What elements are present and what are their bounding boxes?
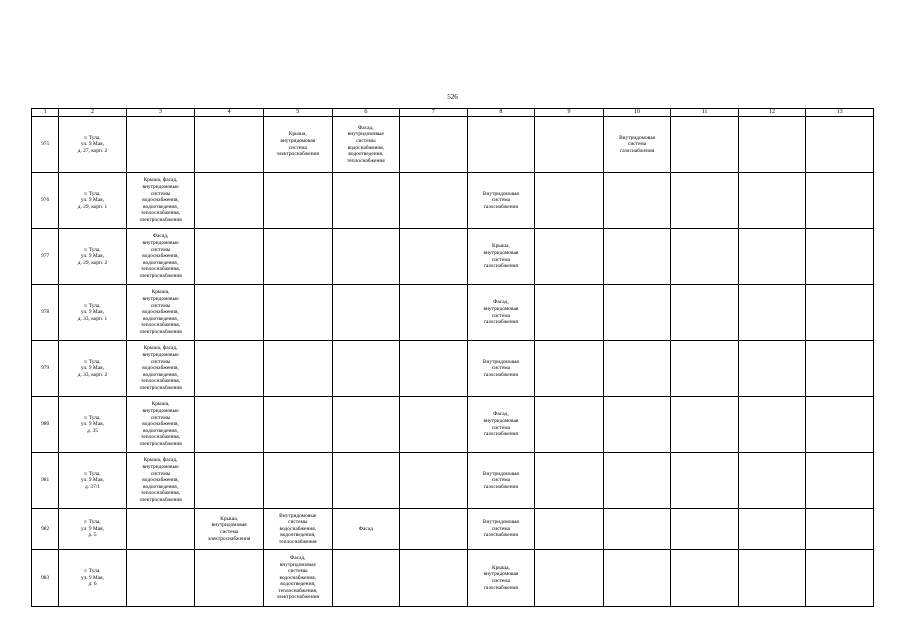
- work-cell-col-5: [263, 173, 332, 229]
- work-cell-col-8: [467, 550, 535, 607]
- work-cell-col-10: [603, 117, 671, 173]
- column-header-3: 3: [126, 109, 195, 117]
- work-cell-col-7: [400, 285, 468, 341]
- work-cell-col-9: [535, 341, 604, 397]
- cell-text: Внутридомовая система газоснабжения: [482, 519, 519, 539]
- work-cell-col-10: [603, 285, 671, 341]
- page-number: 526: [447, 93, 458, 101]
- cell-text: Фасад, внутридомовая система газоснабжения: [483, 299, 519, 326]
- row-number-cell: [32, 453, 59, 509]
- work-cell-col-6: [332, 453, 400, 509]
- cell-text: г. Тула, ул. 9 Мая, д. 27, корп. 2: [77, 134, 108, 154]
- table-header: [32, 109, 874, 117]
- work-cell-col-7: [400, 173, 468, 229]
- cell-text: Крыша, внутридомовые системы водоснабжения, водоотведения, теплоснабжения, электроснабжения: [139, 289, 182, 335]
- cell-text: г. Тула, ул. 9 Мая, д. 5: [81, 519, 104, 539]
- cell-text: Фасад, внутридомовые системы водоснабжения, водоотведения, теплоснабжения: [346, 124, 385, 164]
- work-cell-col-7: [400, 229, 468, 285]
- row-number-cell: [32, 397, 59, 453]
- work-cell-col-3: [126, 341, 195, 397]
- work-cell-col-5: [263, 285, 332, 341]
- address-cell: [59, 173, 127, 229]
- work-cell-col-12: [738, 509, 806, 550]
- work-cell-col-13: [806, 453, 874, 509]
- work-cell-col-4: [195, 397, 264, 453]
- work-cell-col-3: [126, 509, 195, 550]
- work-cell-col-4: [195, 341, 264, 397]
- cell-text: Крыша, фасад, внутридомовые системы водоснабжения, водоотведения, теплоснабжения, электроснабжения: [139, 457, 182, 503]
- table-row: [32, 453, 874, 509]
- column-header-9: 9: [535, 109, 604, 117]
- work-cell-col-3: [126, 550, 195, 607]
- cell-text: Внутридомовая система газоснабжения: [482, 358, 519, 378]
- work-cell-col-13: [806, 341, 874, 397]
- work-cell-col-4: [195, 550, 264, 607]
- work-cell-col-6: [332, 550, 400, 607]
- work-cell-col-13: [806, 117, 874, 173]
- work-cell-col-5: [263, 550, 332, 607]
- work-cell-col-3: [126, 229, 195, 285]
- work-cell-col-8: [467, 173, 535, 229]
- work-cell-col-12: [738, 229, 806, 285]
- work-cell-col-4: [195, 229, 264, 285]
- work-cell-col-7: [400, 397, 468, 453]
- work-cell-col-3: [126, 453, 195, 509]
- work-cell-col-9: [535, 173, 604, 229]
- column-header-2: 2: [59, 109, 127, 117]
- work-cell-col-9: [535, 285, 604, 341]
- cell-text: Крыша, внутридомовая система электроснабжения: [276, 131, 319, 158]
- work-cell-col-13: [806, 509, 874, 550]
- work-cell-col-9: [535, 117, 604, 173]
- row-number-cell: [32, 285, 59, 341]
- column-header-7: 7: [400, 109, 468, 117]
- work-cell-col-5: [263, 341, 332, 397]
- work-cell-col-9: [535, 229, 604, 285]
- work-cell-col-12: [738, 285, 806, 341]
- work-cell-col-8: [467, 285, 535, 341]
- work-cell-col-3: [126, 397, 195, 453]
- work-cell-col-3: [126, 117, 195, 173]
- cell-text: 978: [41, 309, 50, 316]
- cell-text: 982: [41, 525, 50, 532]
- table-row: [32, 173, 874, 229]
- cell-text: 979: [41, 365, 50, 372]
- column-header-4: 4: [195, 109, 264, 117]
- work-cell-col-13: [806, 397, 874, 453]
- work-cell-col-11: [671, 550, 739, 607]
- work-cell-col-6: [332, 229, 400, 285]
- table-row: [32, 397, 874, 453]
- work-cell-col-8: [467, 509, 535, 550]
- work-cell-col-13: [806, 229, 874, 285]
- work-cell-col-8: [467, 453, 535, 509]
- column-header-10: 10: [603, 109, 671, 117]
- work-cell-col-11: [671, 341, 739, 397]
- work-cell-col-13: [806, 550, 874, 607]
- column-header-5: 5: [263, 109, 332, 117]
- address-cell: [59, 341, 127, 397]
- cell-text: г. Тула, ул. 9 Мая, д. 35: [81, 414, 104, 434]
- cell-text: Крыша, фасад, внутридомовые системы водоснабжения, водоотведения, теплоснабжения, электроснабжения: [139, 345, 182, 391]
- work-cell-col-12: [738, 397, 806, 453]
- address-cell: [59, 229, 127, 285]
- work-cell-col-13: [806, 173, 874, 229]
- column-header-13: 13: [806, 109, 874, 117]
- work-cell-col-4: [195, 285, 264, 341]
- work-cell-col-3: [126, 285, 195, 341]
- cell-text: Крыша, внутридомовые системы водоснабжения, водоотведения, теплоснабжения, электроснабжения: [139, 401, 182, 447]
- cell-text: 980: [41, 421, 50, 428]
- cell-text: Внутридомовые системы водоснабжения, водоотведения, теплоснабжения: [278, 512, 317, 545]
- row-number-cell: [32, 173, 59, 229]
- cell-text: 975: [41, 141, 50, 148]
- work-cell-col-11: [671, 229, 739, 285]
- work-cell-col-9: [535, 397, 604, 453]
- work-cell-col-5: [263, 397, 332, 453]
- cell-text: 976: [41, 197, 50, 204]
- work-cell-col-5: [263, 453, 332, 509]
- work-cell-col-9: [535, 550, 604, 607]
- cell-text: Крыша, фасад, внутридомовые системы водоснабжения, водоотведения, теплоснабжения, электроснабжения: [139, 177, 182, 223]
- work-cell-col-3: [126, 173, 195, 229]
- work-cell-col-8: [467, 117, 535, 173]
- work-cell-col-4: [195, 453, 264, 509]
- cell-text: г. Тула, ул. 9 Мая, д. 33, корп. 2: [77, 358, 108, 378]
- cell-text: 983: [41, 574, 50, 581]
- work-cell-col-6: [332, 117, 400, 173]
- row-number-cell: [32, 341, 59, 397]
- cell-text: г. Тула, ул. 9 Мая, д. 37/1: [81, 470, 104, 490]
- schedule-table: [31, 108, 874, 607]
- column-header-11: 11: [671, 109, 739, 117]
- work-cell-col-10: [603, 453, 671, 509]
- work-cell-col-9: [535, 509, 604, 550]
- cell-text: Внутридомовая система газоснабжения: [619, 134, 656, 154]
- address-cell: [59, 285, 127, 341]
- work-cell-col-13: [806, 285, 874, 341]
- work-cell-col-4: [195, 509, 264, 550]
- work-cell-col-10: [603, 341, 671, 397]
- work-cell-col-9: [535, 453, 604, 509]
- address-cell: [59, 117, 127, 173]
- table-row: [32, 117, 874, 173]
- cell-text: 981: [41, 477, 50, 484]
- work-cell-col-10: [603, 509, 671, 550]
- cell-text: Фасад, внутридомовые системы водоснабжения, водоотведения, теплоснабжения, электроснабжения: [276, 554, 319, 601]
- cell-text: Фасад: [358, 525, 373, 532]
- cell-text: Крыша, внутридомовая система электроснабжения: [207, 515, 251, 542]
- column-header-8: 8: [467, 109, 535, 117]
- address-cell: [59, 397, 127, 453]
- cell-text: Фасад, внутридомовые системы водоснабжения, водоотведения, теплоснабжения, электроснабжения: [139, 233, 182, 279]
- work-cell-col-11: [671, 285, 739, 341]
- work-cell-col-8: [467, 341, 535, 397]
- cell-text: 977: [41, 253, 50, 260]
- work-cell-col-6: [332, 173, 400, 229]
- work-cell-col-5: [263, 229, 332, 285]
- work-cell-col-11: [671, 397, 739, 453]
- column-header-12: 12: [738, 109, 806, 117]
- address-cell: [59, 453, 127, 509]
- row-number-cell: [32, 509, 59, 550]
- work-cell-col-7: [400, 550, 468, 607]
- work-cell-col-10: [603, 550, 671, 607]
- row-number-cell: [32, 229, 59, 285]
- work-cell-col-10: [603, 397, 671, 453]
- cell-text: г. Тула, ул. 9 Мая, д. 29, корп. 2: [77, 246, 108, 266]
- work-cell-col-7: [400, 509, 468, 550]
- table-body: [32, 117, 874, 607]
- work-cell-col-11: [671, 173, 739, 229]
- table-row: [32, 285, 874, 341]
- table-row: [32, 229, 874, 285]
- work-cell-col-4: [195, 173, 264, 229]
- work-cell-col-10: [603, 229, 671, 285]
- work-cell-col-6: [332, 397, 400, 453]
- cell-text: Крыша, внутридомовая система газоснабжения: [483, 564, 519, 591]
- header-row: [32, 109, 874, 117]
- cell-text: г. Тула, ул. 9 Мая, д. 6: [81, 568, 104, 588]
- column-header-6: 6: [332, 109, 400, 117]
- work-cell-col-11: [671, 117, 739, 173]
- table-row: [32, 509, 874, 550]
- work-cell-col-11: [671, 509, 739, 550]
- cell-text: г. Тула, ул. 9 Мая, д. 29, корп. 1: [77, 190, 108, 210]
- row-number-cell: [32, 117, 59, 173]
- address-cell: [59, 550, 127, 607]
- cell-text: Фасад, внутридомовая система газоснабжения: [483, 411, 519, 438]
- work-cell-col-12: [738, 550, 806, 607]
- work-cell-col-12: [738, 341, 806, 397]
- work-cell-col-6: [332, 285, 400, 341]
- table-row: [32, 341, 874, 397]
- work-cell-col-12: [738, 117, 806, 173]
- work-cell-col-7: [400, 341, 468, 397]
- work-cell-col-11: [671, 453, 739, 509]
- work-cell-col-12: [738, 453, 806, 509]
- cell-text: Внутридомовая система газоснабжения: [482, 470, 519, 490]
- cell-text: Внутридомовая система газоснабжения: [482, 190, 519, 210]
- work-cell-col-7: [400, 117, 468, 173]
- work-cell-col-7: [400, 453, 468, 509]
- work-cell-col-6: [332, 509, 400, 550]
- work-cell-col-5: [263, 509, 332, 550]
- address-cell: [59, 509, 127, 550]
- cell-text: Крыша, внутридомовая система газоснабжения: [483, 243, 519, 270]
- work-cell-col-8: [467, 229, 535, 285]
- work-cell-col-10: [603, 173, 671, 229]
- work-cell-col-8: [467, 397, 535, 453]
- work-cell-col-5: [263, 117, 332, 173]
- work-cell-col-6: [332, 341, 400, 397]
- table-row: [32, 550, 874, 607]
- cell-text: г. Тула, ул. 9 Мая, д. 33, корп. 1: [77, 302, 108, 322]
- column-header-1: 1: [32, 109, 59, 117]
- row-number-cell: [32, 550, 59, 607]
- work-cell-col-4: [195, 117, 264, 173]
- work-cell-col-12: [738, 173, 806, 229]
